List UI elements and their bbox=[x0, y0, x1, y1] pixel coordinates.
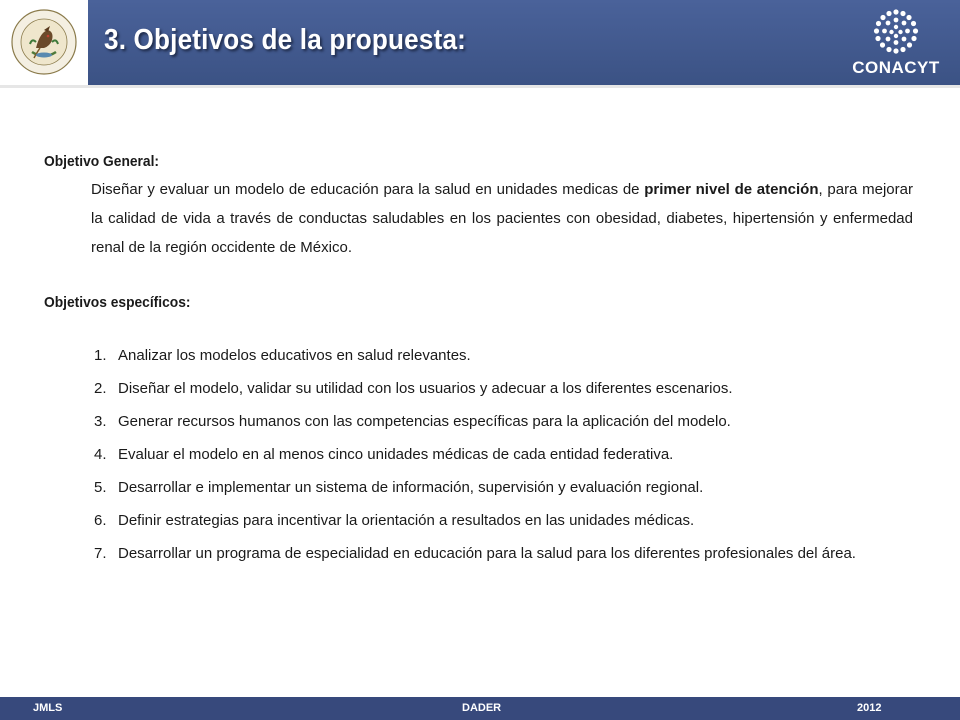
specific-objectives-label: Objetivos específicos: bbox=[44, 294, 191, 311]
list-item bbox=[94, 543, 914, 565]
item-number: 7. bbox=[94, 545, 107, 562]
item-text: Desarrollar un programa de especialidad en educación para la salud para los diferentes profesionales del área. bbox=[118, 545, 856, 562]
list-item bbox=[94, 378, 914, 400]
item-text: Diseñar el modelo, validar su utilidad con los usuarios y adecuar a los diferentes escenarios. bbox=[118, 380, 733, 397]
page-title: 3. Objetivos de la propuesta: bbox=[104, 24, 467, 56]
item-text: Desarrollar e implementar un sistema de información, supervisión y evaluación regional. bbox=[118, 479, 704, 496]
footer-year: 2012 bbox=[857, 702, 882, 714]
general-objective-label: Objetivo General: bbox=[44, 153, 160, 170]
list-item bbox=[94, 477, 914, 499]
item-number: 5. bbox=[94, 479, 107, 496]
specific-objectives-list bbox=[94, 345, 914, 576]
list-item bbox=[94, 444, 914, 466]
item-number: 4. bbox=[94, 446, 107, 463]
list-item bbox=[94, 411, 914, 433]
item-text: Evaluar el modelo en al menos cinco unidades médicas de cada entidad federativa. bbox=[118, 446, 674, 463]
item-number: 1. bbox=[94, 347, 107, 364]
item-text: Generar recursos humanos con las competencias específicas para la aplicación del modelo. bbox=[118, 413, 731, 430]
general-text-part-2: , para mejorar la calidad de vida a través de conductas saludables en los pacientes con obesidad, diabetes, hipertensión y enfermedad renal de la región occidente de México. bbox=[91, 181, 913, 256]
item-number: 6. bbox=[94, 512, 107, 529]
general-objective-text bbox=[91, 175, 913, 262]
item-number: 2. bbox=[94, 380, 107, 397]
list-item bbox=[94, 510, 914, 532]
brand-name: CONACYT bbox=[852, 58, 940, 77]
item-text: Definir estrategias para incentivar la orientación a resultados en las unidades médicas. bbox=[118, 512, 695, 529]
item-number: 3. bbox=[94, 413, 107, 430]
slide-footer bbox=[0, 697, 960, 720]
footer-author: JMLS bbox=[33, 702, 63, 714]
general-text-bold: primer nivel de atención bbox=[644, 181, 819, 198]
item-text: Analizar los modelos educativos en salud relevantes. bbox=[118, 347, 471, 364]
list-item bbox=[94, 345, 914, 367]
general-text-part-1: Diseñar y evaluar un modelo de educación para la salud en unidades medicas de bbox=[91, 181, 645, 198]
footer-department: DADER bbox=[462, 702, 502, 714]
